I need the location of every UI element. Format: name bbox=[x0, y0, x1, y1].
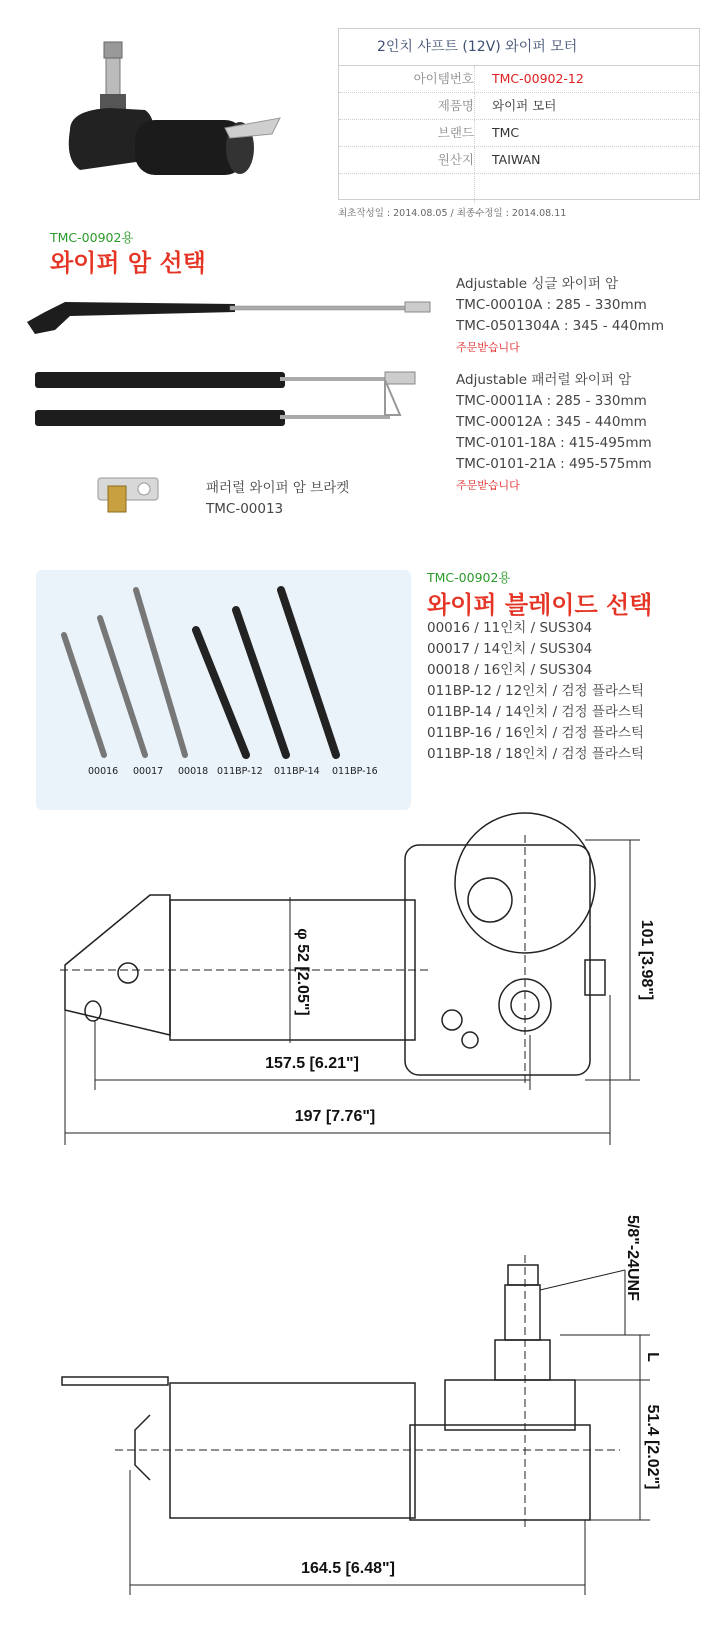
list-item: 011BP-16 / 16인치 / 검정 플라스틱 bbox=[427, 725, 644, 741]
blade-label: 011BP-16 bbox=[332, 766, 378, 777]
product-info-table bbox=[338, 28, 700, 200]
list-item: 00018 / 16인치 / SUS304 bbox=[427, 662, 593, 678]
thread-label: 5/8"-24UNF bbox=[624, 1215, 641, 1301]
single-arm-order-note: 주문받습니다 bbox=[456, 341, 520, 354]
shaft-label: L bbox=[644, 1352, 661, 1362]
overall-length-label: 197 [7.76"] bbox=[294, 1108, 376, 1125]
parallel-arm-image bbox=[25, 370, 435, 450]
single-arm-info: Adjustable 싱글 와이퍼 암 TMC-00010A : 285 - 330mm TMC-0501304A : 345 - 440mm 주문받습니다 bbox=[456, 274, 664, 358]
single-arm-image bbox=[25, 282, 435, 347]
info-row-brand: 브랜드 TMC bbox=[339, 120, 699, 147]
blade-label: 00017 bbox=[133, 766, 164, 777]
mount-span-label: 157.5 [6.21"] bbox=[265, 1055, 359, 1072]
blade-label: 011BP-12 bbox=[217, 766, 263, 777]
parallel-arm-info: Adjustable 패러럴 와이퍼 암 TMC-00011A : 285 - 330mm TMC-00012A : 345 - 440mm TMC-0101-18A : 415-495mm TMC-0101-21A : 495-575mm 주문받습니다 bbox=[456, 370, 652, 496]
list-item: 011BP-18 / 18인치 / 검정 플라스틱 bbox=[427, 746, 644, 762]
side-length-label: 164.5 [6.48"] bbox=[301, 1560, 395, 1577]
arm-section-subtitle: TMC-00902용 bbox=[50, 230, 134, 245]
blade-section-subtitle: TMC-00902용 bbox=[427, 570, 511, 585]
parallel-arm-order-note: 주문받습니다 bbox=[456, 479, 520, 492]
blade-label: 00018 bbox=[178, 766, 209, 777]
bracket-image bbox=[88, 470, 173, 518]
info-row-origin: 원산지 TAIWAN bbox=[339, 147, 699, 174]
height-label: 101 [3.98"] bbox=[638, 919, 655, 1001]
side-height-label: 51.4 [2.02"] bbox=[644, 1404, 661, 1490]
bracket-info: 패러럴 와이퍼 암 브라켓 TMC-00013 bbox=[206, 480, 350, 517]
blade-panel bbox=[36, 570, 411, 810]
blade-list bbox=[427, 618, 644, 765]
wiper-motor-photo bbox=[40, 30, 300, 205]
list-item: 00016 / 11인치 / SUS304 bbox=[427, 620, 593, 636]
info-row-item-number: 아이템번호 TMC-00902-12 bbox=[339, 66, 699, 93]
drawing-top-view bbox=[0, 805, 720, 1185]
dates-text: 최초작성일 : 2014.08.05 / 최종수정일 : 2014.08.11 bbox=[338, 208, 567, 219]
diameter-label: φ 52 [2.05"] bbox=[294, 928, 311, 1016]
product-title: 2인치 샤프트 (12V) 와이퍼 모터 bbox=[339, 29, 699, 66]
blade-section-title: 와이퍼 블레이드 선택 bbox=[427, 591, 653, 619]
blade-label: 011BP-14 bbox=[274, 766, 320, 777]
list-item: 011BP-14 / 14인치 / 검정 플라스틱 bbox=[427, 704, 644, 720]
arm-section-title: 와이퍼 암 선택 bbox=[50, 249, 206, 277]
list-item: 011BP-12 / 12인치 / 검정 플라스틱 bbox=[427, 683, 644, 699]
list-item: 00017 / 14인치 / SUS304 bbox=[427, 641, 593, 657]
info-row-empty bbox=[339, 174, 699, 203]
blade-label: 00016 bbox=[88, 766, 119, 777]
info-row-product-name: 제품명 와이퍼 모터 bbox=[339, 93, 699, 120]
drawing-side-view bbox=[0, 1185, 720, 1650]
